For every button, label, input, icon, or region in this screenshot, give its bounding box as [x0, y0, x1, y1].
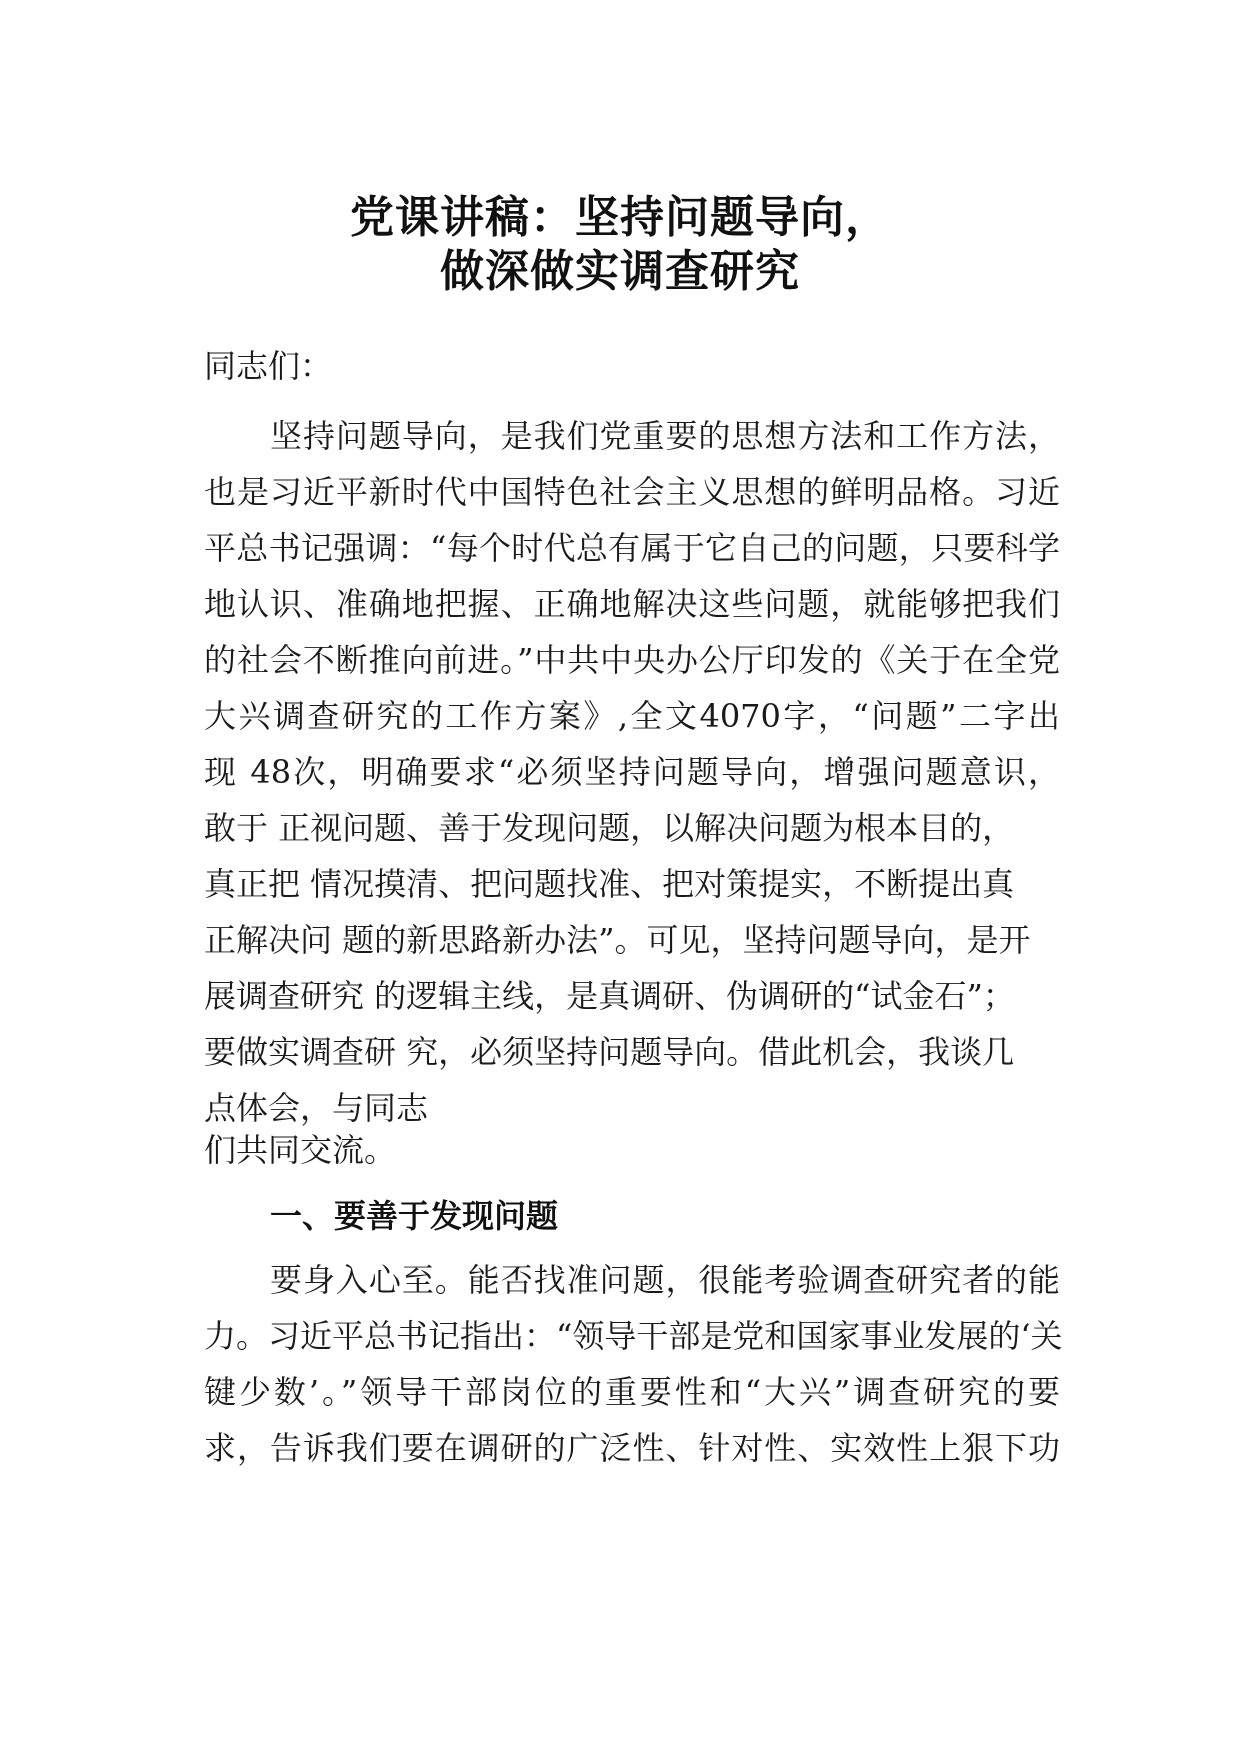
paragraph-1-line: 坚持问题导向，是我们党重要的思想方法和工作方法，	[270, 417, 1060, 455]
paragraph-1-line: 正解决问 题的新思路新办法”。可见，坚持问题导向，是开	[204, 921, 1031, 959]
paragraph-1-line: 现 48次，明确要求“必须坚持问题导向，增强问题意识，	[204, 753, 1060, 791]
paragraph-1-line: 点体会，与同志	[204, 1089, 429, 1127]
paragraph-2-line: 要身入心至。能否找准问题，很能考验调查研究者的能	[270, 1261, 1060, 1299]
paragraph-2-line: 力。习近平总书记指出：“领导干部是党和国家事业发展的‘关	[204, 1317, 1063, 1355]
document-title-line-1: 党课讲稿：坚持问题导向，	[350, 192, 890, 243]
section-heading-1: 一、要善于发现问题	[270, 1197, 559, 1235]
paragraph-1-line: 也是习近平新时代中国特色社会主义思想的鲜明品格。习近	[204, 473, 1060, 511]
paragraph-1-line: 地认识、准确地把握、正确地解决这些问题，就能够把我们	[204, 585, 1060, 623]
salutation: 同志们：	[204, 347, 333, 385]
document-title-line-2: 做深做实调查研究	[440, 246, 800, 297]
paragraph-1-line: 展调查研究 的逻辑主线，是真调研、伪调研的“试金石”；	[204, 977, 1015, 1015]
paragraph-2-line: 求，告诉我们要在调研的广泛性、针对性、实效性上狠下功	[204, 1429, 1060, 1467]
paragraph-1-line: 敢于 正视问题、善于发现问题，以解决问题为根本目的，	[204, 809, 1015, 847]
paragraph-1-line: 真正把 情况摸清、把问题找准、把对策提实，不断提出真	[204, 865, 1015, 903]
paragraph-1-line: 的社会不断推向前进。”中共中央办公厅印发的《关于在全党	[204, 641, 1060, 679]
paragraph-1-line: 们共同交流。	[204, 1131, 397, 1169]
paragraph-1-line: 要做实调查研 究，必须坚持问题导向。借此机会，我谈几	[204, 1033, 1015, 1071]
paragraph-2-line: 键少数’。”领导干部岗位的重要性和“大兴”调查研究的要	[204, 1373, 1060, 1411]
paragraph-1-line: 平总书记强调：“每个时代总有属于它自己的问题，只要科学	[204, 529, 1060, 567]
paragraph-1-line: 大兴调查研究的工作方案》,全文4070字，“问题”二字出	[204, 697, 1060, 735]
